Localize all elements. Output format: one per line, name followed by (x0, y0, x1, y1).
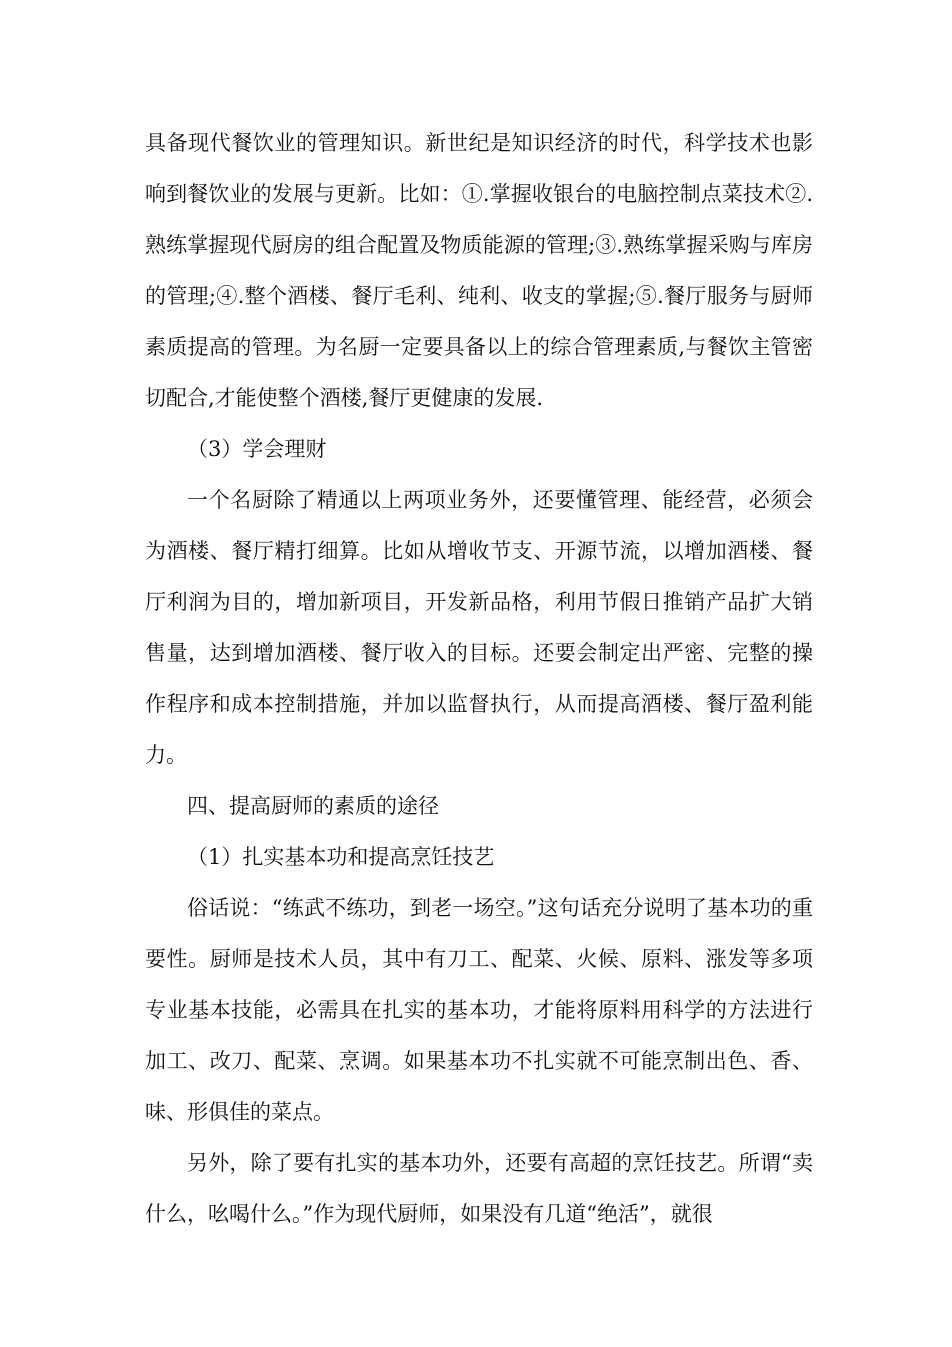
document-body (145, 118, 813, 1240)
subheading-basic-skills: （1）扎实基本功和提高烹饪技艺 (187, 845, 495, 869)
section-heading-improve-chef-quality: 四、提高厨师的素质的途径 (187, 794, 439, 818)
paragraph-financial-management: 一个名厨除了精通以上两项业务外，还要懂管理、能经营，必须会为酒楼、餐厅精打细算。比如从增收节支、开源节流，以增加酒楼、餐厅利润为目的，增加新项目，开发新品格，利用节假日推销产品扩大销售量，达到增加酒楼、餐厅收入的目标。还要会制定出严密、完整的操作程序和成本控制措施，并加以监督执行，从而提高酒楼、餐厅盈利能力。 (145, 488, 813, 767)
paragraph-management-knowledge: 具备现代餐饮业的管理知识。新世纪是知识经济的时代，科学技术也影响到餐饮业的发展与更新。比如：①.掌握收银台的电脑控制点菜技术②.熟练掌握现代厨房的组合配置及物质能源的管理;③.熟练掌握采购与库房的管理;④.整个酒楼、餐厅毛利、纯利、收支的掌握;⑤.餐厅服务与厨师素质提高的管理。为名厨一定要具备以上的综合管理素质,与餐饮主管密切配合,才能使整个酒楼,餐厅更健康的发展. (145, 131, 813, 410)
subheading-financial-management: （3）学会理财 (187, 437, 327, 461)
paragraph-basic-skills: 俗话说：“练武不练功，到老一场空。”这句话充分说明了基本功的重要性。厨师是技术人员，其中有刀工、配菜、火候、原料、涨发等多项专业基本技能，必需具在扎实的基本功，才能将原料用科学的方法进行加工、改刀、配菜、烹调。如果基本功不扎实就不可能烹制出色、香、味、形俱佳的菜点。 (145, 896, 813, 1124)
paragraph-cooking-techniques: 另外，除了要有扎实的基本功外，还要有高超的烹饪技艺。所谓“卖什么，吆喝什么。”作为现代厨师，如果没有几道“绝活”，就很 (145, 1151, 813, 1226)
